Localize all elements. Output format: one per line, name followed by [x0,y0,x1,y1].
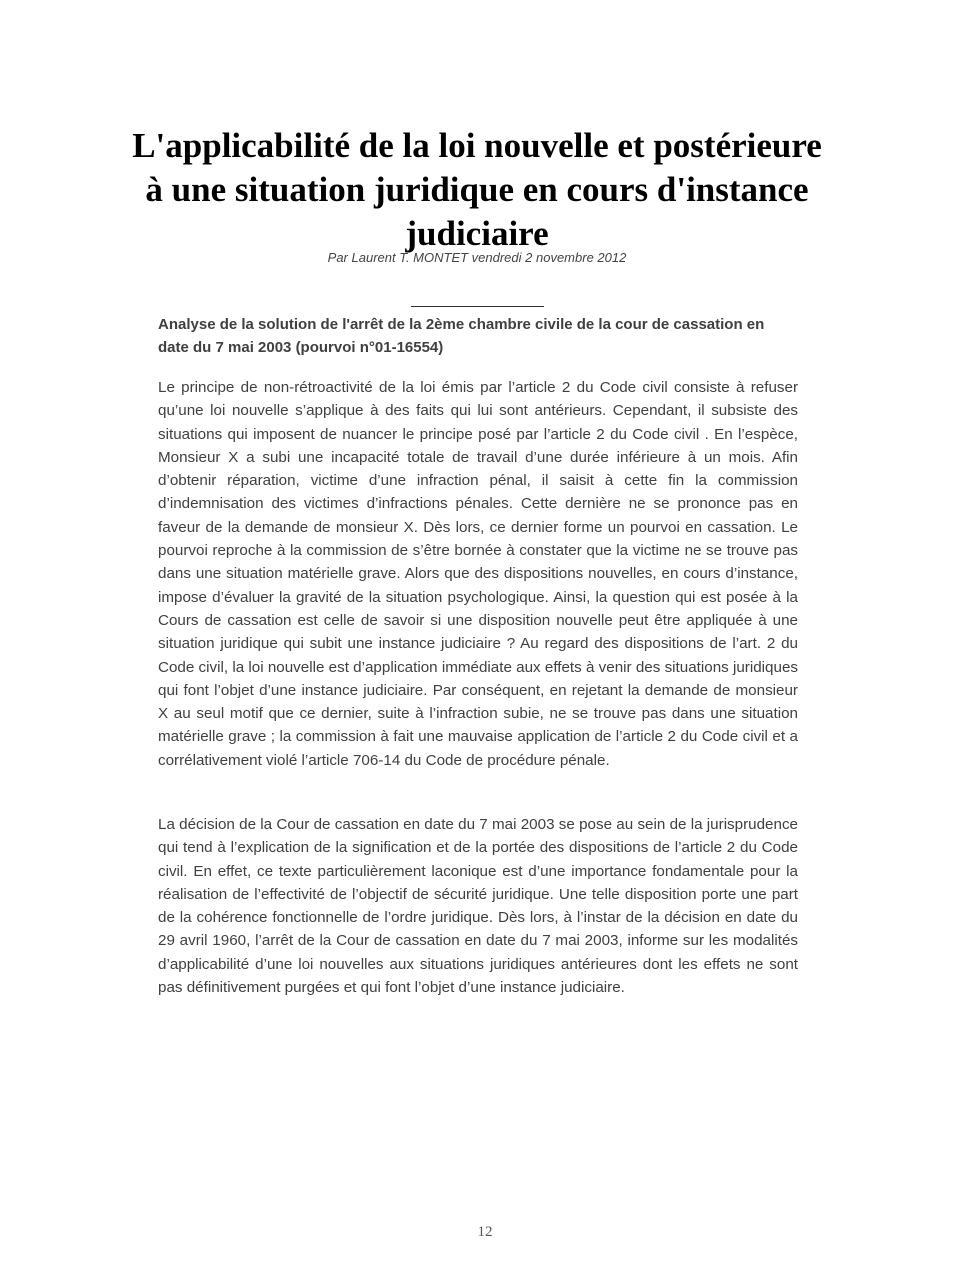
article-lead: Analyse de la solution de l'arrêt de la 2ème chambre civile de la cour de cassation en date du 7 mai 2003 (pourvoi n°01-16554) [158,316,765,356]
body-paragraph-2: La décision de la Cour de cassation en date du 7 mai 2003 se pose au sein de la jurisprudence qui tend à l’explication de la signification et de la portée des dispositions de l’article 2 du Code civil. En effet, ce texte particulièrement laconique est d’une importance fondamentale pour la réalisation de l’effectivité de l’objectif de sécurité juridique. Une telle disposition porte une part de la cohérence fonctionnelle de l’ordre juridique. Dès lors, à l’instar de la décision en date du 29 avril 1960, l’arrêt de la Cour de cassation en date du 7 mai 2003, informe sur les modalités d’applicabilité d’une loi nouvelles aux situations juridiques antérieures dont les effets ne sont pas définitivement purgées et qui font l’objet d’une instance judiciaire. [158,816,798,997]
article-title: L'applicabilité de la loi nouvelle et postérieure à une situation juridique en cours d'instance judiciaire [132,126,822,253]
page-number: 12 [477,1224,493,1240]
body-paragraph-1: Le principe de non-rétroactivité de la loi émis par l’article 2 du Code civil consiste à refuser qu’une loi nouvelle s’applique à des faits qui lui sont antérieurs. Cependant, il subsiste des situations qui imposent de nuancer le principe posé par l’article 2 du Code civil . En l’espèce, Monsieur X a subi une incapacité totale de travail d’une durée inférieure à un mois. Afin d’obtenir réparation, victime d’une infraction pénal, il saisit à cette fin la commission d’indemnisation des victimes d’infractions pénales. Cette dernière ne se prononce pas en faveur de la demande de monsieur X. Dès lors, ce dernier forme un pourvoi en cassation. Le pourvoi reproche à la commission de s’être bornée à constater que la victime ne se trouve pas dans une situation matérielle grave. Alors que des dispositions nouvelles, en cours d’instance, impose d’évaluer la gravité de la situation psychologique. Ainsi, la question qui est posée à la Cours de cassation est celle de savoir si une disposition nouvelle peut être appliquée à une situation juridique qui subit une instance judiciaire ? Au regard des dispositions de l’art. 2 du Code civil, la loi nouvelle est d’application immédiate aux effets à venir des situations juridiques qui font l’objet d’une instance judiciaire. Par conséquent, en rejetant la demande de monsieur X au seul motif que ce dernier, suite à l’infraction subie, ne se trouve pas dans une situation matérielle grave ; la commission à fait une mauvaise application de l’article 2 du Code civil et a corrélativement violé l’article 706-14 du Code de procédure pénale. [158,379,798,769]
title-separator [411,306,544,307]
article-byline: Par Laurent T. MONTET vendredi 2 novembre 2012 [327,250,627,265]
